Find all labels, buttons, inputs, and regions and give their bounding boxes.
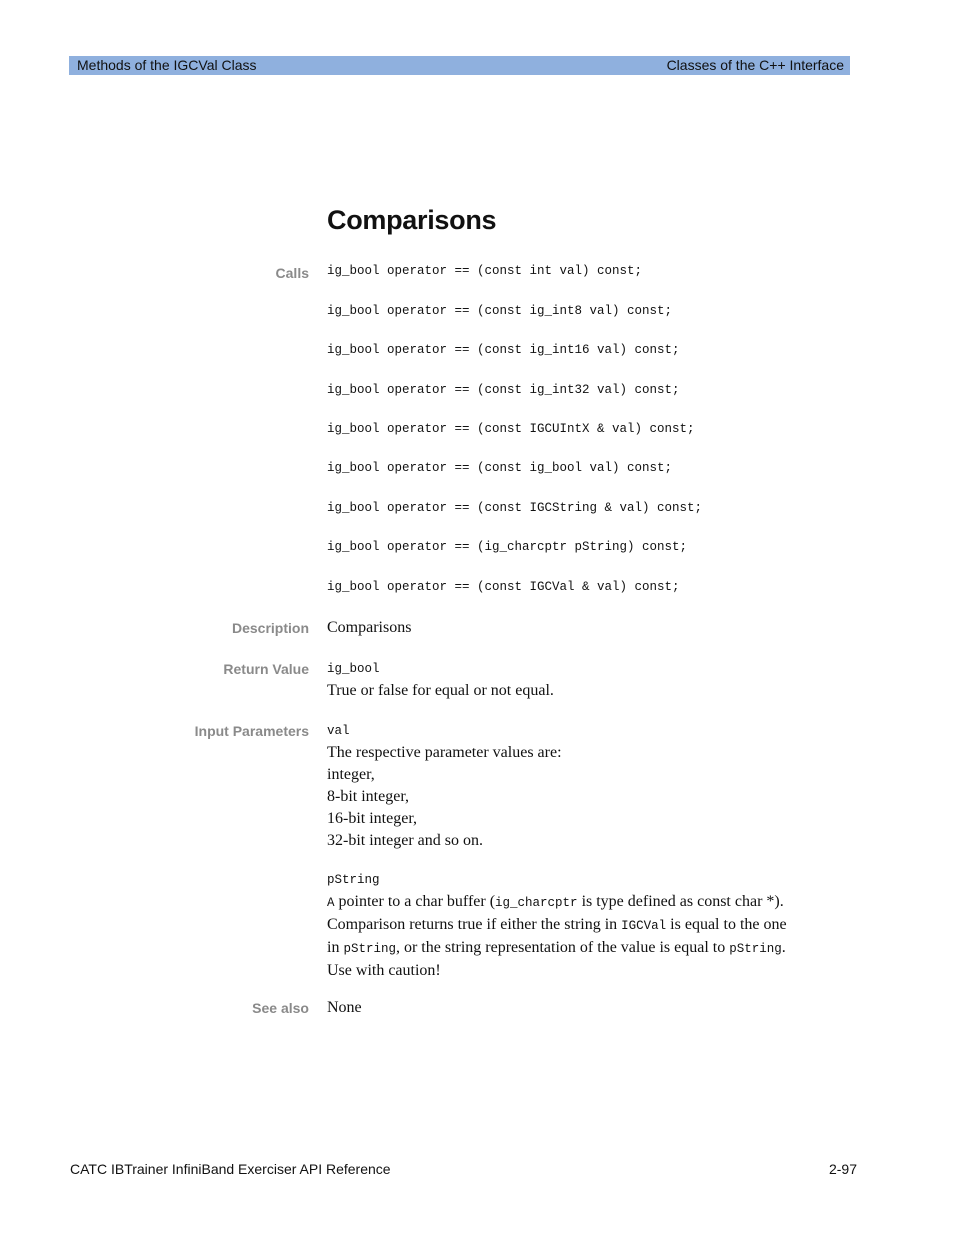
call-signature: ig_bool operator == (const IGCString & val) const; [327,501,703,515]
header-chapter-title: Classes of the C++ Interface [666,57,844,73]
running-header [69,56,850,75]
page-number: 2-97 [828,1161,857,1177]
call-signature: ig_bool operator == (const IGCUIntX & val) const; [327,422,695,436]
param-pstring-line: A pointer to a char buffer (ig_charcptr is type defined as const char *). [327,893,784,910]
call-signature: ig_bool operator == (const IGCVal & val) const; [327,580,680,594]
param-val-line: 16-bit integer, [327,810,417,827]
param-pstring-block [327,869,852,982]
param-pstring-name: pString [327,873,380,887]
description-label: Description [231,620,309,636]
see-also-label: See also [252,1000,309,1016]
param-pstring-line: Use with caution! [327,962,441,979]
param-val-line: 8-bit integer, [327,788,409,805]
param-pstring-line: Comparison returns true if either the string in IGCVal is equal to the one [327,916,787,933]
param-val-block [327,720,852,852]
param-val-line: integer, [327,766,375,783]
call-signature: ig_bool operator == (const ig_bool val) const; [327,461,673,475]
call-signature: ig_bool operator == (const ig_int8 val) const; [327,304,673,318]
call-signature: ig_bool operator == (const int val) const; [327,264,643,278]
return-value-text: True or false for equal or not equal. [327,682,554,699]
description-text: Comparisons [327,619,412,636]
return-value-label: Return Value [223,661,309,677]
param-val-name: val [327,724,350,738]
param-pstring-line: in pString, or the string representation of the value is equal to pString. [327,939,786,956]
page-title: Comparisons [327,205,497,235]
header-section-title: Methods of the IGCVal Class [77,57,257,73]
param-val-line: The respective parameter values are: [327,744,562,761]
return-type: ig_bool [327,662,380,676]
call-signature: ig_bool operator == (const ig_int32 val) const; [327,383,680,397]
param-val-line: 32-bit integer and so on. [327,832,483,849]
return-value-block [327,658,852,702]
calls-label: Calls [275,265,309,281]
call-signature: ig_bool operator == (ig_charcptr pString) const; [327,540,688,554]
see-also-text: None [327,999,362,1016]
call-signature: ig_bool operator == (const ig_int16 val) const; [327,343,680,357]
footer-document-title: CATC IBTrainer InfiniBand Exerciser API Reference [70,1161,391,1177]
input-parameters-label: Input Parameters [194,723,309,739]
